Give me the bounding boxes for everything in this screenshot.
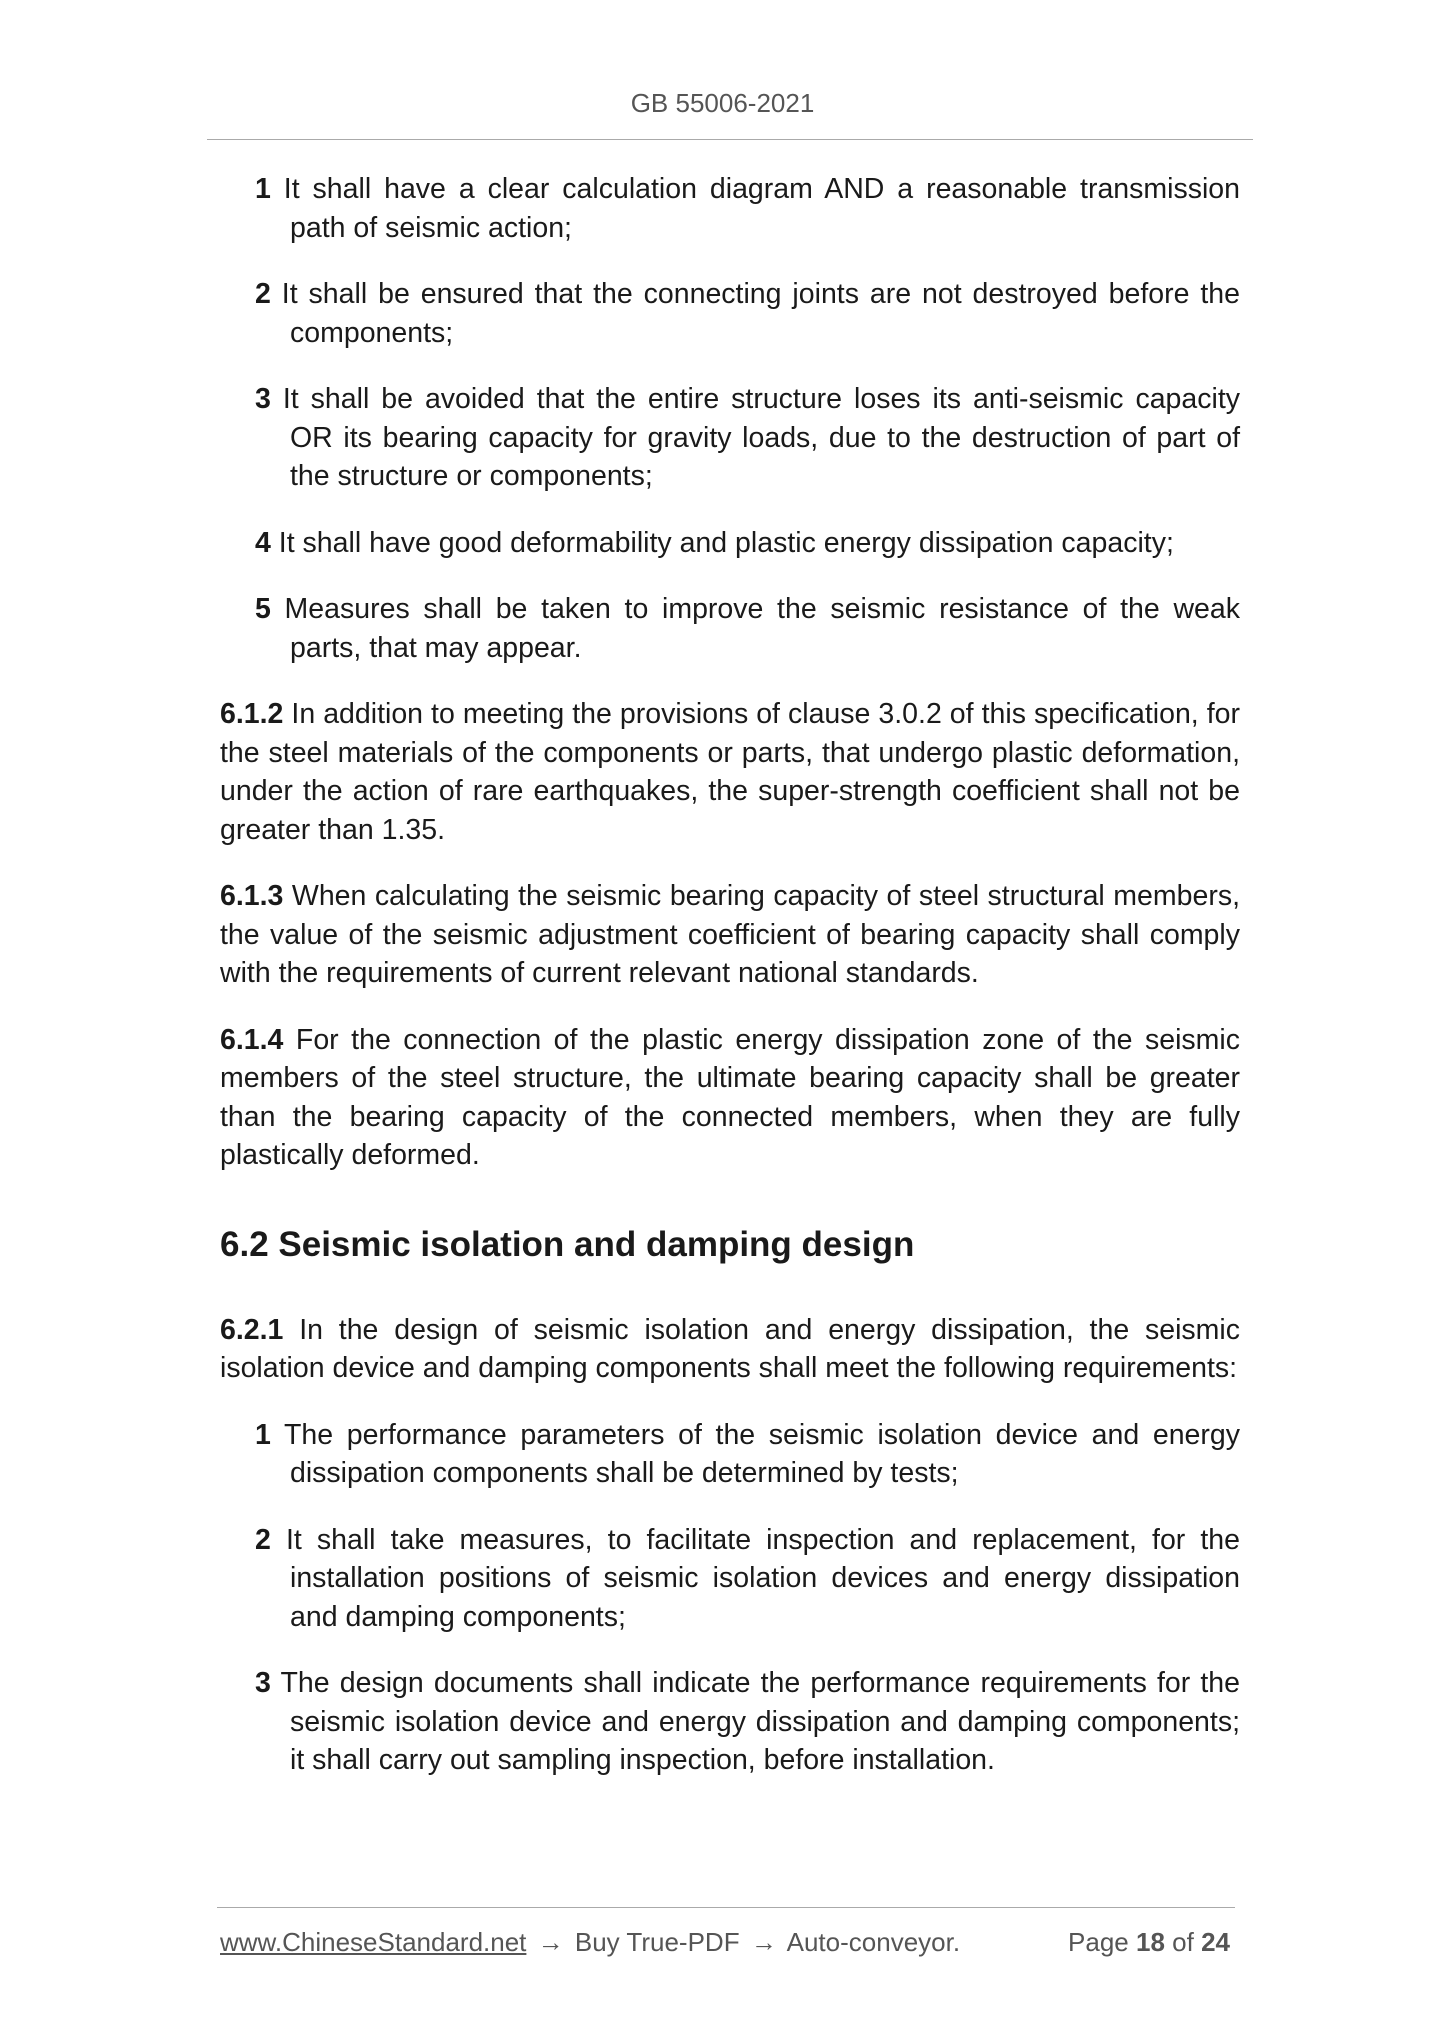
list-item bbox=[220, 380, 1240, 496]
list-item bbox=[220, 1664, 1240, 1780]
list-item bbox=[220, 524, 1240, 563]
list-item-text: The performance parameters of the seismic isolation device and energy dissipation components shall be determined by tests; bbox=[270, 1418, 1240, 1489]
list-item-number: 2 bbox=[255, 278, 271, 310]
list-item bbox=[220, 1416, 1240, 1493]
auto-conveyor-text: Auto-conveyor. bbox=[786, 1927, 961, 1957]
of-label: of bbox=[1172, 1927, 1194, 1957]
list-item-text: It shall be avoided that the entire structure loses its anti-seismic capacity OR its bearing capacity for gravity loads, due to the destruction of part of the structure or components; bbox=[270, 383, 1240, 492]
list-item bbox=[220, 275, 1240, 352]
list-item-text: It shall be ensured that the connecting joints are not destroyed before the components; bbox=[270, 278, 1240, 349]
document-body bbox=[220, 170, 1240, 1780]
list-item-number: 2 bbox=[255, 1523, 271, 1556]
list-item-text: The design documents shall indicate the performance requirements for the seismic isolation device and energy dissipation and damping components; it shall carry out sampling inspection, before installation. bbox=[270, 1667, 1240, 1776]
list-item-text: It shall have good deformability and plastic energy dissipation capacity; bbox=[270, 526, 1174, 559]
list-item-number: 5 bbox=[255, 593, 271, 625]
footer-links bbox=[220, 1927, 960, 1958]
page-label: Page bbox=[1068, 1927, 1129, 1957]
list-item-text: Measures shall be taken to improve the seismic resistance of the weak parts, that may appear. bbox=[270, 593, 1240, 664]
list-item-number: 1 bbox=[255, 1418, 271, 1451]
list-item bbox=[220, 1521, 1240, 1637]
section-heading: 6.2 Seismic isolation and damping design bbox=[220, 1224, 915, 1264]
arrow-right-icon: → bbox=[750, 1927, 777, 1957]
list-item bbox=[220, 590, 1240, 667]
list-item-number: 1 bbox=[255, 173, 271, 205]
requirements-list-b bbox=[220, 1416, 1240, 1780]
clause-text: When calculating the seismic bearing capacity of steel structural members, the value of the seismic adjustment coefficient of bearing capacity shall comply with the requirements of current relevant national standards. bbox=[220, 880, 1240, 989]
total-page-number: 24 bbox=[1201, 1927, 1230, 1957]
buy-true-pdf-text: Buy True-PDF bbox=[574, 1927, 740, 1957]
page-indicator bbox=[1068, 1927, 1230, 1958]
requirements-list-a bbox=[220, 170, 1240, 667]
arrow-right-icon: → bbox=[537, 1927, 564, 1957]
clause-6-1-4 bbox=[220, 1021, 1240, 1175]
clause-text: In the design of seismic isolation and energy dissipation, the seismic isolation device and damping components shall meet the following requirements: bbox=[220, 1313, 1240, 1384]
document-header-title: GB 55006-2021 bbox=[630, 88, 815, 118]
list-item-text: It shall have a clear calculation diagram AND a reasonable transmission path of seismic action; bbox=[270, 173, 1240, 244]
list-item-number: 3 bbox=[255, 383, 271, 415]
list-item-number: 4 bbox=[255, 526, 271, 559]
current-page-number: 18 bbox=[1136, 1927, 1165, 1957]
clause-text: For the connection of the plastic energy dissipation zone of the seismic members of the steel structure, the ultimate bearing capacity shall be greater than the bearing capacity of the connected members, when they are fully plastically deformed. bbox=[220, 1023, 1240, 1171]
clause-number: 6.2.1 bbox=[220, 1313, 284, 1346]
list-item-number: 3 bbox=[255, 1667, 271, 1699]
clause-number: 6.1.4 bbox=[220, 1023, 284, 1056]
list-item bbox=[220, 170, 1240, 247]
clause-text: In addition to meeting the provisions of clause 3.0.2 of this specification, for the steel materials of the components or parts, that undergo plastic deformation, under the action of rare earthquakes, the super-strength coefficient shall not be greater than 1.35. bbox=[220, 698, 1240, 846]
clause-number: 6.1.3 bbox=[220, 880, 284, 912]
clause-6-1-2 bbox=[220, 695, 1240, 849]
clause-number: 6.1.2 bbox=[220, 698, 284, 730]
chinese-standard-link[interactable]: www.ChineseStandard.net bbox=[220, 1927, 527, 1957]
header-divider bbox=[207, 139, 1253, 140]
clause-6-2-1 bbox=[220, 1311, 1240, 1388]
footer-divider bbox=[217, 1907, 1235, 1908]
clause-6-1-3 bbox=[220, 877, 1240, 993]
list-item-text: It shall take measures, to facilitate inspection and replacement, for the installation positions of seismic isolation devices and energy dissipation and damping components; bbox=[270, 1523, 1240, 1633]
